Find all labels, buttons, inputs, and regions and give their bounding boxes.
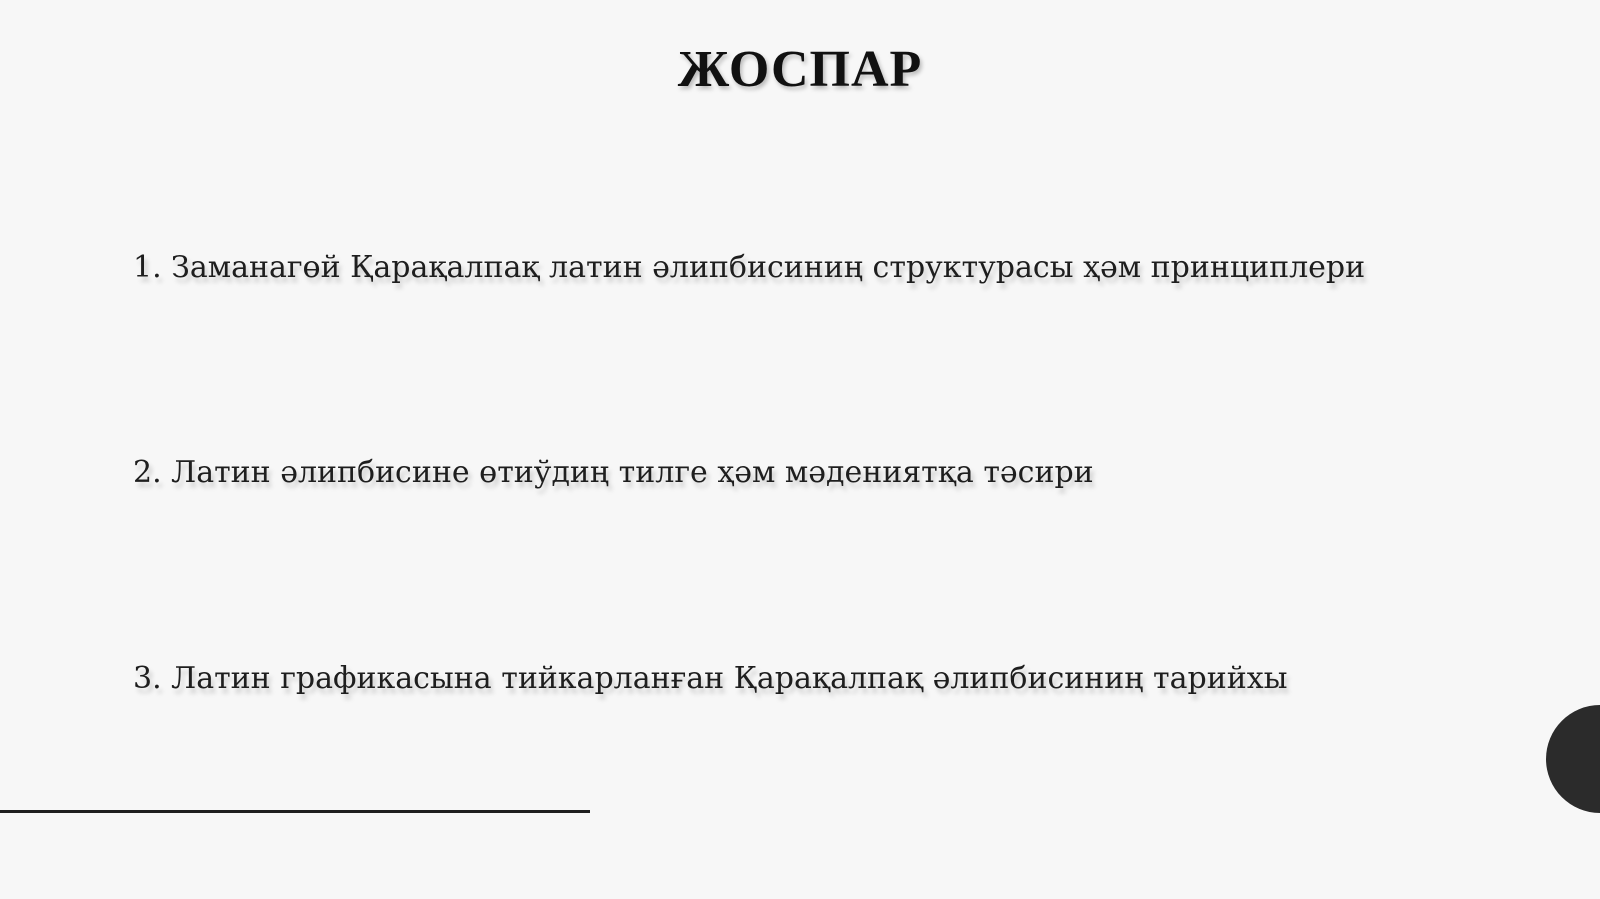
slide-title: ЖОСПАР: [677, 41, 923, 98]
plan-item-3: 3. Латин графикасына тийкарланған Қарақалпақ әлипбисиниң тарийхы: [133, 661, 1288, 696]
decorative-circle-shape: [1546, 705, 1600, 813]
plan-item-1: 1. Заманагөй Қарақалпақ латин әлипбисиниң структурасы ҳәм принциплери: [133, 250, 1366, 285]
plan-item-2: 2. Латин әлипбисине өтиўдиң тилге ҳәм мәдениятқа тәсири: [133, 455, 1094, 490]
decorative-divider-line: [0, 810, 590, 813]
